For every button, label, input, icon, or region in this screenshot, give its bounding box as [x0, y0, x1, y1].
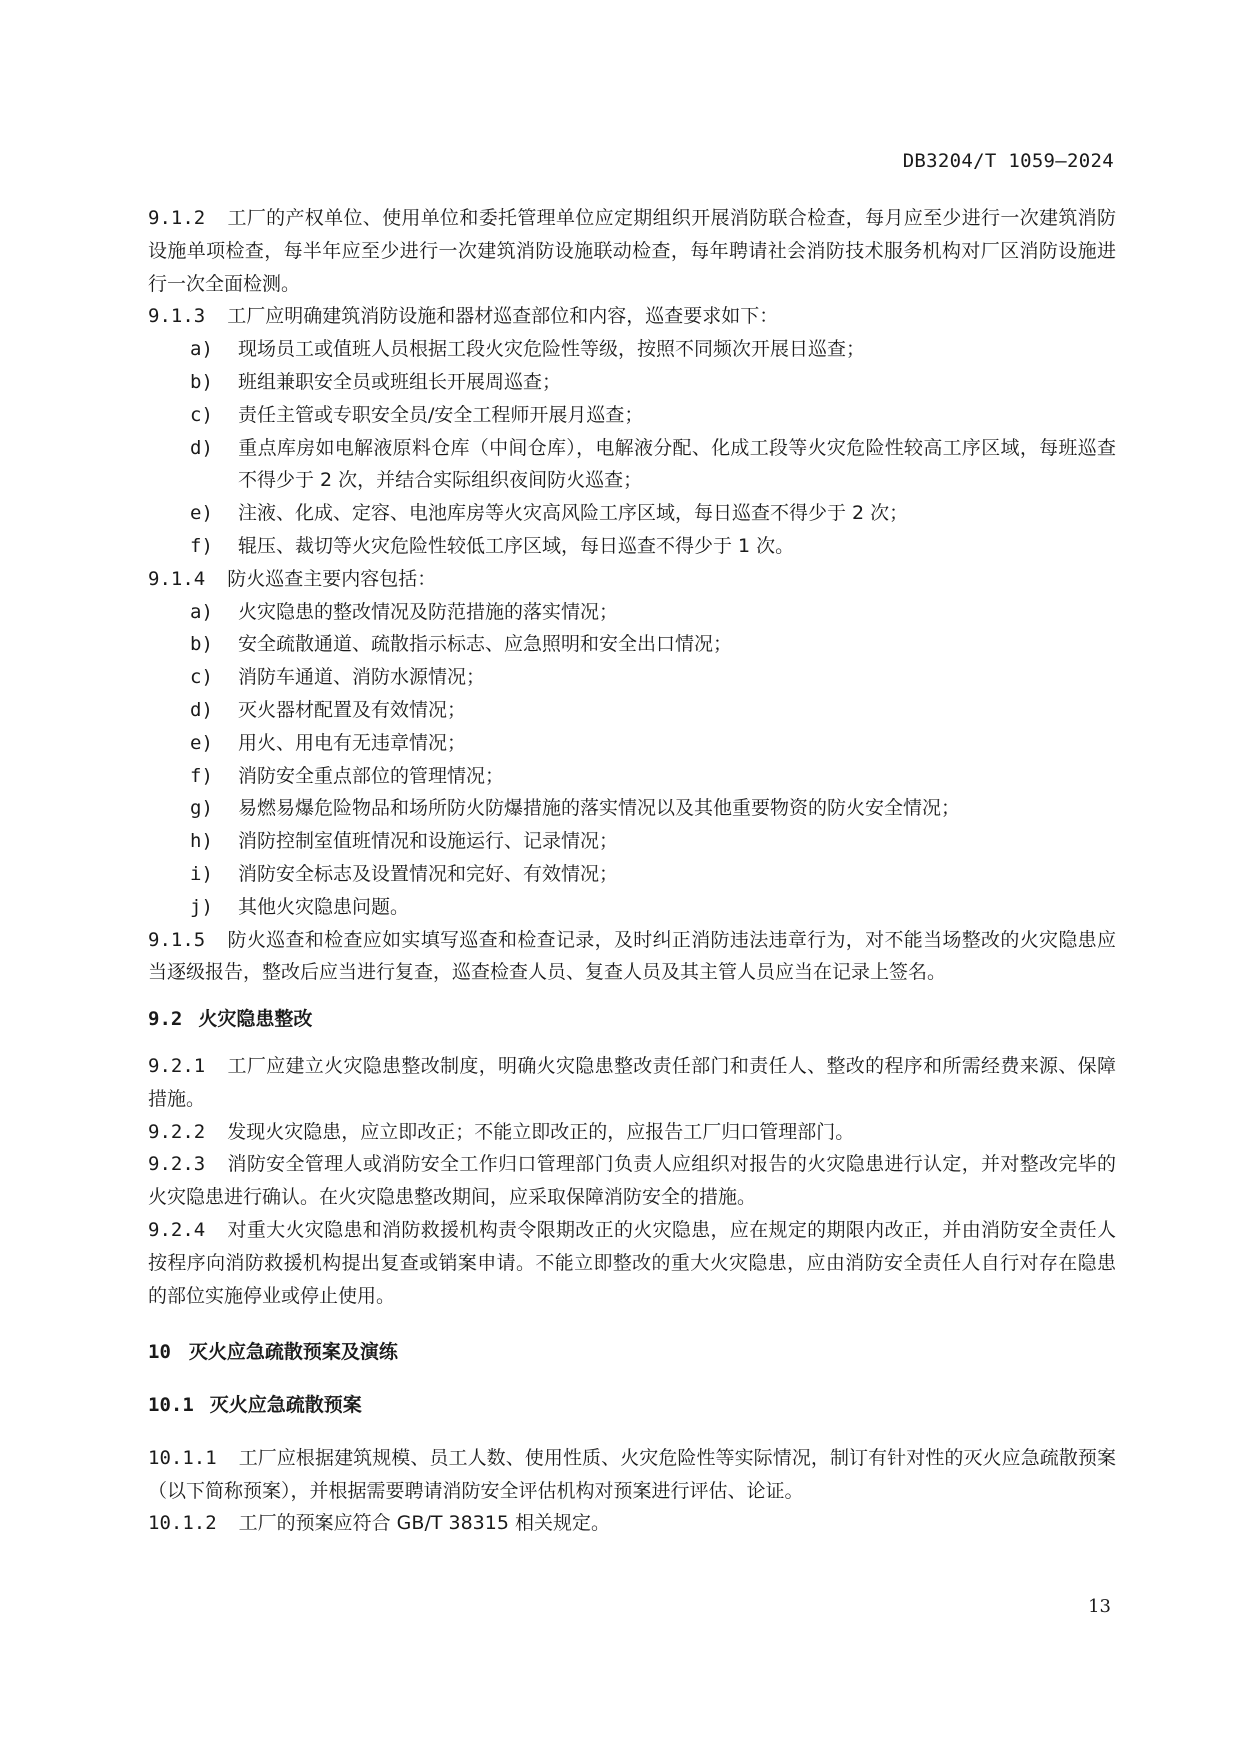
- list-item-text: 灭火器材配置及有效情况；: [238, 698, 467, 721]
- list-item: [148, 661, 1116, 694]
- clause-9-1-3: [148, 300, 1116, 333]
- list-item-text: 班组兼职安全员或班组长开展周巡查；: [238, 370, 562, 393]
- section-title: 灭火应急疏散预案: [209, 1394, 362, 1417]
- list-item: [148, 399, 1116, 432]
- list-item-text: 用火、用电有无违章情况；: [238, 731, 467, 754]
- list-item: [148, 432, 1116, 498]
- list-item-label: f): [190, 534, 213, 557]
- clause-9-2-4: [148, 1214, 1116, 1312]
- list-item-text: 现场员工或值班人员根据工段火灾危险性等级，按照不同频次开展日巡查；: [238, 338, 866, 361]
- list-item: [148, 366, 1116, 399]
- clause-text: 工厂应建立火灾隐患整改制度，明确火灾隐患整改责任部门和责任人、整改的程序和所需经费来源、保障措施。: [148, 1054, 1116, 1110]
- list-item-label: d): [190, 698, 213, 721]
- list-item-label: b): [190, 370, 213, 393]
- clause-text: 防火巡查主要内容包括：: [227, 567, 437, 590]
- clause-9-2-3: [148, 1148, 1116, 1214]
- list-item-label: b): [190, 633, 213, 656]
- list-item-label: h): [190, 830, 213, 853]
- list-item-label: e): [190, 731, 213, 754]
- section-number: 9.2: [148, 1008, 183, 1031]
- list-item-label: g): [190, 797, 213, 820]
- clause-9-1-5: [148, 924, 1116, 990]
- list-item: [148, 628, 1116, 661]
- list-item: [148, 760, 1116, 793]
- list-item-label: e): [190, 502, 213, 525]
- list-item-text: 重点库房如电解液原料仓库（中间仓库），电解液分配、化成工段等火灾危险性较高工序区域，每班巡查不得少于 2 次，并结合实际组织夜间防火巡查；: [238, 436, 1116, 492]
- clause-number: 10.1.2: [148, 1512, 217, 1535]
- list-item-text: 火灾隐患的整改情况及防范措施的落实情况；: [238, 600, 619, 623]
- clause-9-1-4: [148, 563, 1116, 596]
- clause-10-1-1: [148, 1442, 1116, 1508]
- section-heading-9-2: [148, 1003, 1116, 1036]
- clause-number: 9.1.3: [148, 305, 206, 328]
- list-item-text: 辊压、裁切等火灾危险性较低工序区域，每日巡查不得少于 1 次。: [238, 534, 795, 557]
- list-item-text: 易燃易爆危险物品和场所防火防爆措施的落实情况以及其他重要物资的防火安全情况；: [238, 797, 961, 820]
- clause-number: 9.1.2: [148, 207, 206, 229]
- chapter-title: 灭火应急疏散预案及演练: [188, 1341, 398, 1364]
- list-item: [148, 596, 1116, 629]
- list-item: [148, 858, 1116, 891]
- spacer: [148, 1422, 1116, 1442]
- clause-9-1-2: [148, 202, 1116, 300]
- list-item: [148, 333, 1116, 366]
- list-item-label: c): [190, 666, 213, 689]
- clause-number: 9.2.4: [148, 1218, 206, 1241]
- clause-text: 工厂的产权单位、使用单位和委托管理单位应定期组织开展消防联合检查，每月应至少进行一次建筑消防设施单项检查，每半年应至少进行一次建筑消防设施联动检查，每年聘请社会消防技术服务机构对厂区消防设施进行一次全面检测。: [148, 207, 1116, 295]
- list-item: [148, 694, 1116, 727]
- spacer: [148, 1369, 1116, 1389]
- section-heading-10-1: [148, 1389, 1116, 1422]
- clause-number: 9.1.5: [148, 928, 206, 951]
- clause-text: 对重大火灾隐患和消防救援机构责令限期改正的火灾隐患，应在规定的期限内改正，并由消防安全责任人按程序向消防救援机构提出复查或销案申请。不能立即整改的重大火灾隐患，应由消防安全责任人自行对存在隐患的部位实施停业或停止使用。: [148, 1218, 1116, 1307]
- clause-number: 9.2.3: [148, 1153, 206, 1176]
- list-item: [148, 530, 1116, 563]
- clause-number: 10.1.1: [148, 1446, 217, 1469]
- clause-10-1-2: [148, 1507, 1116, 1540]
- chapter-number: 10: [148, 1341, 171, 1364]
- list-item-text: 消防车通道、消防水源情况；: [238, 666, 486, 689]
- clause-number: 9.2.1: [148, 1054, 206, 1077]
- section-number: 10.1: [148, 1394, 194, 1417]
- document-number-header: DB3204/T 1059—2024: [902, 150, 1114, 172]
- list-item-label: a): [190, 600, 213, 623]
- clause-text: 发现火灾隐患，应立即改正；不能立即改正的，应报告工厂归口管理部门。: [227, 1120, 855, 1143]
- clause-number: 9.2.2: [148, 1120, 206, 1143]
- list-item-label: f): [190, 764, 213, 787]
- clause-text: 防火巡查和检查应如实填写巡查和检查记录，及时纠正消防违法违章行为，对不能当场整改的火灾隐患应当逐级报告，整改后应当进行复查，巡查检查人员、复查人员及其主管人员应当在记录上签名。: [148, 928, 1116, 984]
- list-item-label: d): [190, 436, 213, 459]
- page-number: 13: [1088, 1596, 1111, 1617]
- spacer: [148, 1312, 1116, 1336]
- list-item: [148, 825, 1116, 858]
- clause-text: 工厂应根据建筑规模、员工人数、使用性质、火灾危险性等实际情况，制订有针对性的灭火应急疏散预案（以下简称预案），并根据需要聘请消防安全评估机构对预案进行评估、论证。: [148, 1446, 1116, 1502]
- list-item: [148, 792, 1116, 825]
- list-item-text: 消防控制室值班情况和设施运行、记录情况；: [238, 830, 619, 853]
- list-item-text: 注液、化成、定容、电池库房等火灾高风险工序区域，每日巡查不得少于 2 次；: [238, 502, 909, 525]
- clause-text: 工厂的预案应符合 GB/T 38315 相关规定。: [238, 1512, 610, 1535]
- spacer: [148, 989, 1116, 1003]
- clause-9-2-1: [148, 1050, 1116, 1116]
- list-item-label: i): [190, 862, 213, 885]
- list-item-text: 责任主管或专职安全员/安全工程师开展月巡查；: [238, 403, 644, 426]
- clause-9-2-2: [148, 1116, 1116, 1149]
- list-item-label: a): [190, 338, 213, 361]
- clause-text: 工厂应明确建筑消防设施和器材巡查部位和内容，巡查要求如下：: [227, 305, 779, 328]
- list-item-text: 消防安全标志及设置情况和完好、有效情况；: [238, 862, 619, 885]
- chapter-heading-10: [148, 1336, 1116, 1369]
- list-item-label: j): [190, 895, 213, 918]
- spacer: [148, 1036, 1116, 1050]
- list-item-text: 其他火灾隐患问题。: [238, 895, 410, 918]
- list-item-text: 安全疏散通道、疏散指示标志、应急照明和安全出口情况；: [238, 633, 733, 656]
- list-item-label: c): [190, 403, 213, 426]
- clause-text: 消防安全管理人或消防安全工作归口管理部门负责人应组织对报告的火灾隐患进行认定，并对整改完毕的火灾隐患进行确认。在火灾隐患整改期间，应采取保障消防安全的措施。: [148, 1153, 1116, 1209]
- list-item-text: 消防安全重点部位的管理情况；: [238, 764, 505, 787]
- list-item: [148, 891, 1116, 924]
- page-body: [148, 202, 1116, 1540]
- clause-number: 9.1.4: [148, 567, 206, 590]
- list-item: [148, 497, 1116, 530]
- list-item: [148, 727, 1116, 760]
- section-title: 火灾隐患整改: [198, 1008, 313, 1031]
